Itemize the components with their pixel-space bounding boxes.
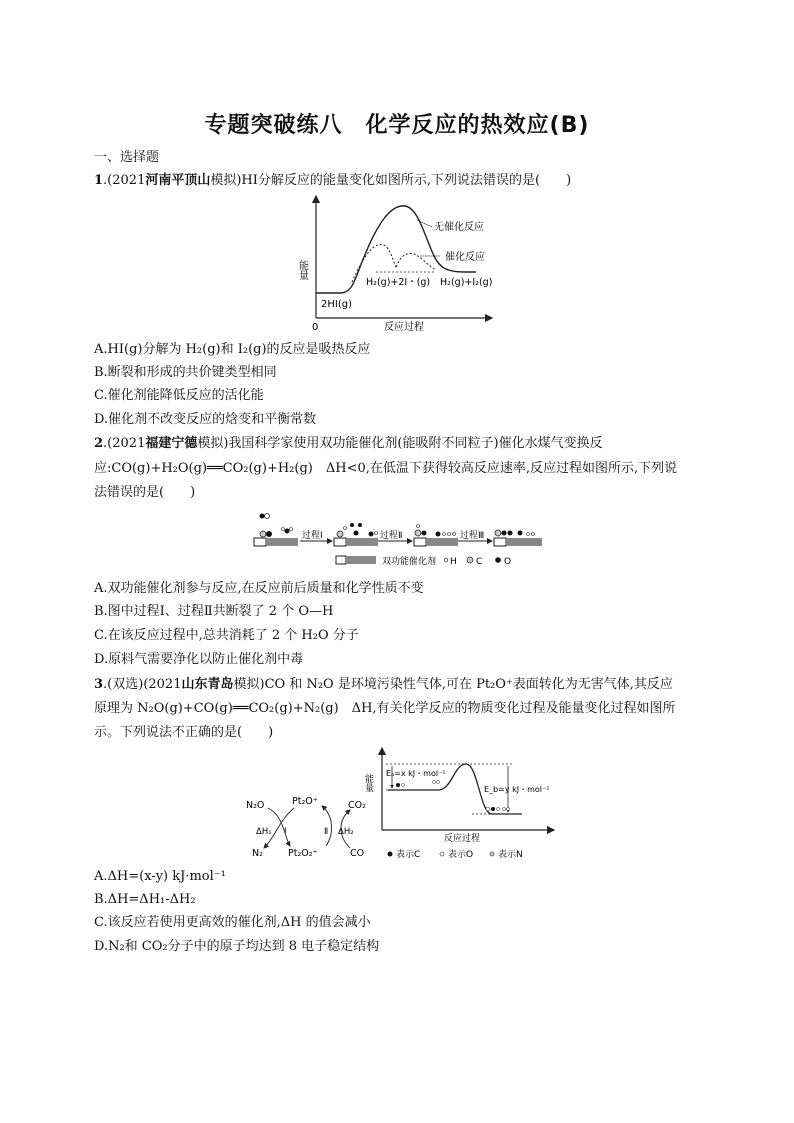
question-3-line1 xyxy=(94,675,673,695)
curve1-label: 无催化反应 xyxy=(434,222,484,233)
cycle-step1: Ⅰ xyxy=(284,827,287,837)
cycle-n2o: N₂O xyxy=(246,800,265,811)
cycle-co2: CO₂ xyxy=(348,800,366,811)
question-1-stem xyxy=(94,171,571,191)
q2-option-c: C.在该反应过程中,总共消耗了 2 个 H₂O 分子 xyxy=(94,628,359,643)
q2-option-d: D.原料气需要净化以防止催化剂中毒 xyxy=(94,652,304,667)
step-1-label: 过程Ⅰ xyxy=(302,531,323,541)
cycle-n2: N₂ xyxy=(252,848,263,859)
legend-o: O xyxy=(504,557,512,567)
energy-profile-chart-3 xyxy=(362,744,562,862)
question-1-region: 河南平顶山 xyxy=(145,173,211,188)
question-1-source: .(2021 xyxy=(103,173,146,188)
intermediate-label: H₂(g)+2I・(g) xyxy=(366,277,431,288)
y-axis-label: 能量 xyxy=(296,260,308,280)
cycle-step2: Ⅱ xyxy=(324,827,329,837)
question-1-number: 1 xyxy=(94,173,104,188)
question-2-text: 模拟)我国科学家使用双功能催化剂(能吸附不同粒子)催化水煤气变换反 xyxy=(197,436,603,451)
q1-option-b: B.断裂和形成的共价键类型相同 xyxy=(94,365,277,380)
product-label: H₂(g)+I₂(g) xyxy=(440,277,493,288)
question-2-line1 xyxy=(94,434,603,454)
page-title: 专题突破练八 化学反应的热效应(B) xyxy=(204,113,590,138)
legend-c: C xyxy=(476,557,483,567)
question-3-line3: 示。下列说法不正确的是( ) xyxy=(94,725,274,740)
question-2-line3: 法错误的是( ) xyxy=(94,485,196,500)
question-3-line2: 原理为 N₂O(g)+CO(g)══CO₂(g)+N₂(g) ΔH,有关化学反应的物质变化过程及能量变化过程如图所 xyxy=(94,701,676,716)
question-3-text: 模拟)CO 和 N₂O 是环境污染性气体,可在 Pt₂O⁺表面转化为无害气体,其反应 xyxy=(233,677,673,692)
reaction-cycle-diagram xyxy=(238,790,378,860)
q2-option-a: A.双功能催化剂参与反应,在反应前后质量和化学性质不变 xyxy=(94,581,424,596)
cycle-dh2: ΔH₂ xyxy=(338,827,354,837)
q3-option-a: A.ΔH=(x-y) kJ·mol⁻¹ xyxy=(94,869,226,884)
step-2-label: 过程Ⅱ xyxy=(380,531,403,541)
question-3-region: 山东青岛 xyxy=(181,677,234,692)
question-2-source: .(2021 xyxy=(103,436,146,451)
origin-label: 0 xyxy=(312,322,319,333)
legend-catalyst: 双功能催化剂 xyxy=(382,557,437,567)
q3-option-c: C.该反应若使用更高效的催化剂,ΔH 的值会减小 xyxy=(94,915,371,930)
q3-option-b: B.ΔH=ΔH₁-ΔH₂ xyxy=(94,892,196,907)
question-1-text: 模拟)HI分解反应的能量变化如图所示,下列说法错误的是( ) xyxy=(210,173,572,188)
legend-o: 表示O xyxy=(448,850,474,860)
q1-option-d: D.催化剂不改变反应的焓变和平衡常数 xyxy=(94,412,317,427)
reactant-label: 2HI(g) xyxy=(321,299,352,310)
step-3-label: 过程Ⅲ xyxy=(460,531,485,541)
q3-option-d: D.N₂和 CO₂分子中的原子均达到 8 电子稳定结构 xyxy=(94,939,380,954)
cycle-pt2o2-plus: Pt₂O₂⁺ xyxy=(288,848,318,859)
x-axis-label: 反应过程 xyxy=(384,322,424,333)
legend-c: 表示C xyxy=(396,850,421,860)
section-heading: 一、选择题 xyxy=(94,150,160,165)
question-2-number: 2 xyxy=(94,436,104,451)
question-2-region: 福建宁德 xyxy=(145,436,198,451)
question-2-line2: 应:CO(g)+H₂O(g)══CO₂(g)+H₂(g) ΔH<0,在低温下获得较高反应速率,反应过程如图所示,下列说 xyxy=(94,461,678,476)
chart-legend xyxy=(388,848,523,860)
cycle-pt2o-plus: Pt₂O⁺ xyxy=(292,796,318,807)
legend-h: H xyxy=(450,557,457,567)
eb-label: E_b=y kJ・mol⁻¹ xyxy=(484,785,550,794)
ea-label: Eₐ=x kJ・mol⁻¹ xyxy=(386,769,446,778)
q1-option-a: A.HI(g)分解为 H₂(g)和 I₂(g)的反应是吸热反应 xyxy=(94,342,371,357)
q1-option-c: C.催化剂能降低反应的活化能 xyxy=(94,388,264,403)
question-3-number: 3 xyxy=(94,677,104,692)
energy-profile-chart-1 xyxy=(290,190,510,338)
cycle-dh1: ΔH₁ xyxy=(256,827,272,837)
curve2-label: 催化反应 xyxy=(445,252,485,263)
q2-option-b: B.图中过程Ⅰ、过程Ⅱ共断裂了 2 个 O—H xyxy=(94,604,334,619)
curve1-leader xyxy=(417,220,432,227)
diagram-legend xyxy=(336,555,511,567)
y-axis-label: 能量 xyxy=(363,774,373,792)
catalyst-process-diagram xyxy=(252,508,552,570)
legend-n: 表示N xyxy=(498,850,523,860)
cycle-co: CO xyxy=(350,848,365,859)
x-axis-label: 反应过程 xyxy=(444,834,481,844)
question-3-source: .(双选)(2021 xyxy=(103,677,182,692)
